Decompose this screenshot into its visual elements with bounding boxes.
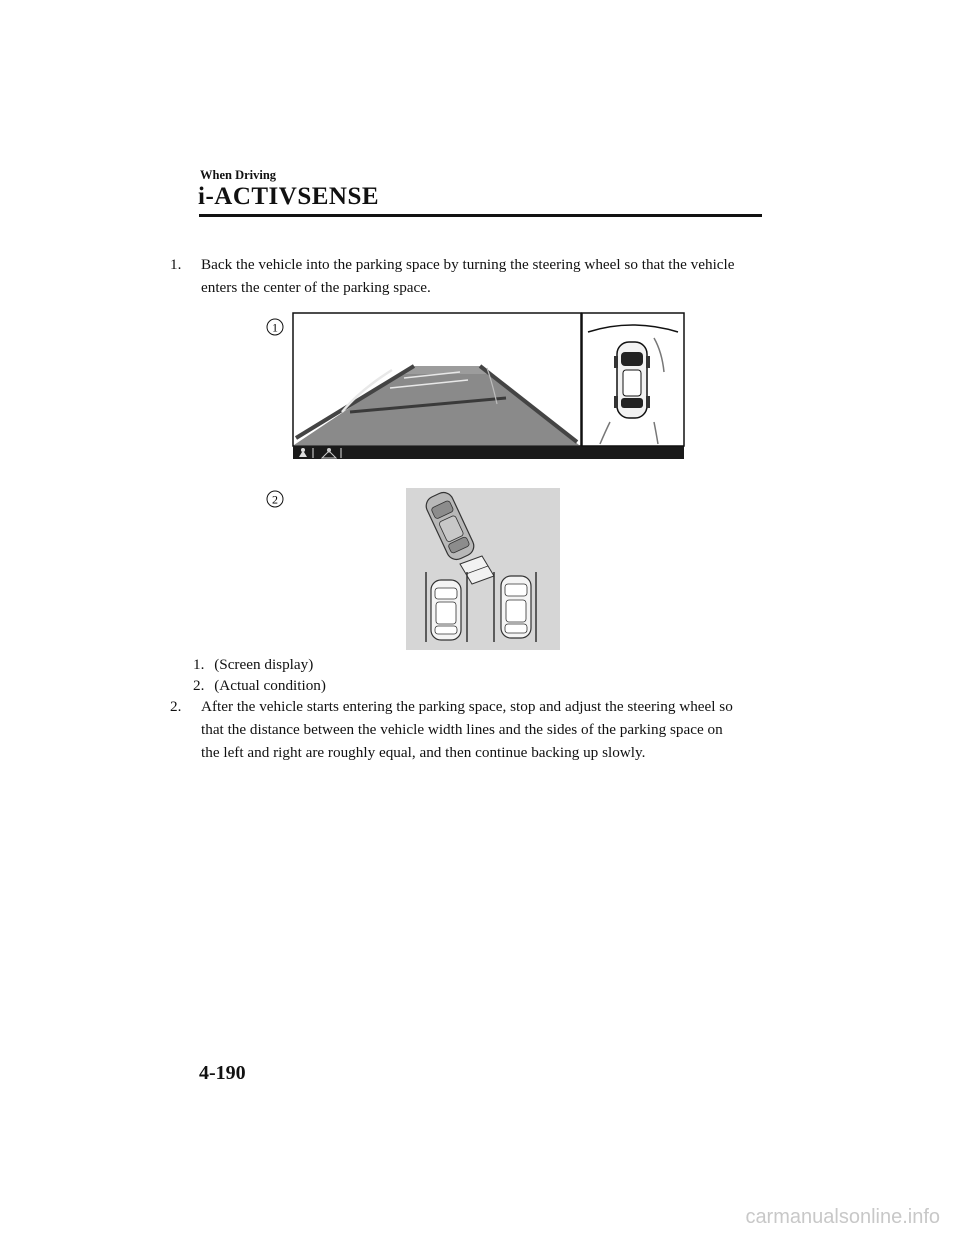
step-line: that the distance between the vehicle width lines and the sides of the parking space on [201, 721, 723, 738]
parked-car-right-icon [501, 576, 531, 638]
title-rule [199, 214, 762, 217]
screen-display-figure [292, 312, 685, 460]
step-line: enters the center of the parking space. [201, 279, 431, 296]
figure-caption-1 [193, 654, 313, 675]
caption-text: (Screen display) [214, 656, 314, 673]
actual-condition-figure [406, 488, 560, 650]
page-number: 4-190 [199, 1062, 246, 1084]
step-line: After the vehicle starts entering the parking space, stop and adjust the steering wheel so [201, 698, 733, 715]
callout-1-icon [266, 318, 284, 336]
top-view-car-icon [614, 342, 650, 418]
section-title: i-ACTIVSENSE [198, 183, 380, 210]
callout-number: 1 [272, 320, 278, 335]
step-2 [170, 695, 770, 764]
parked-car-left-icon [431, 580, 461, 640]
figure-caption-2 [193, 675, 326, 696]
watermark: carmanualsonline.info [745, 1206, 940, 1228]
callout-2-icon [266, 490, 284, 508]
caption-number: 2. [193, 677, 205, 694]
caption-text: (Actual condition) [214, 677, 326, 694]
step-number: 2. [170, 698, 182, 715]
step-line: the left and right are roughly equal, and then continue backing up slowly. [201, 744, 646, 761]
section-label: When Driving [200, 168, 277, 182]
status-bar [293, 446, 684, 459]
callout-number: 2 [272, 492, 278, 507]
caption-number: 1. [193, 656, 205, 673]
step-1 [170, 253, 770, 299]
step-line: Back the vehicle into the parking space by turning the steering wheel so that the vehicle [201, 256, 735, 273]
step-number: 1. [170, 256, 182, 273]
